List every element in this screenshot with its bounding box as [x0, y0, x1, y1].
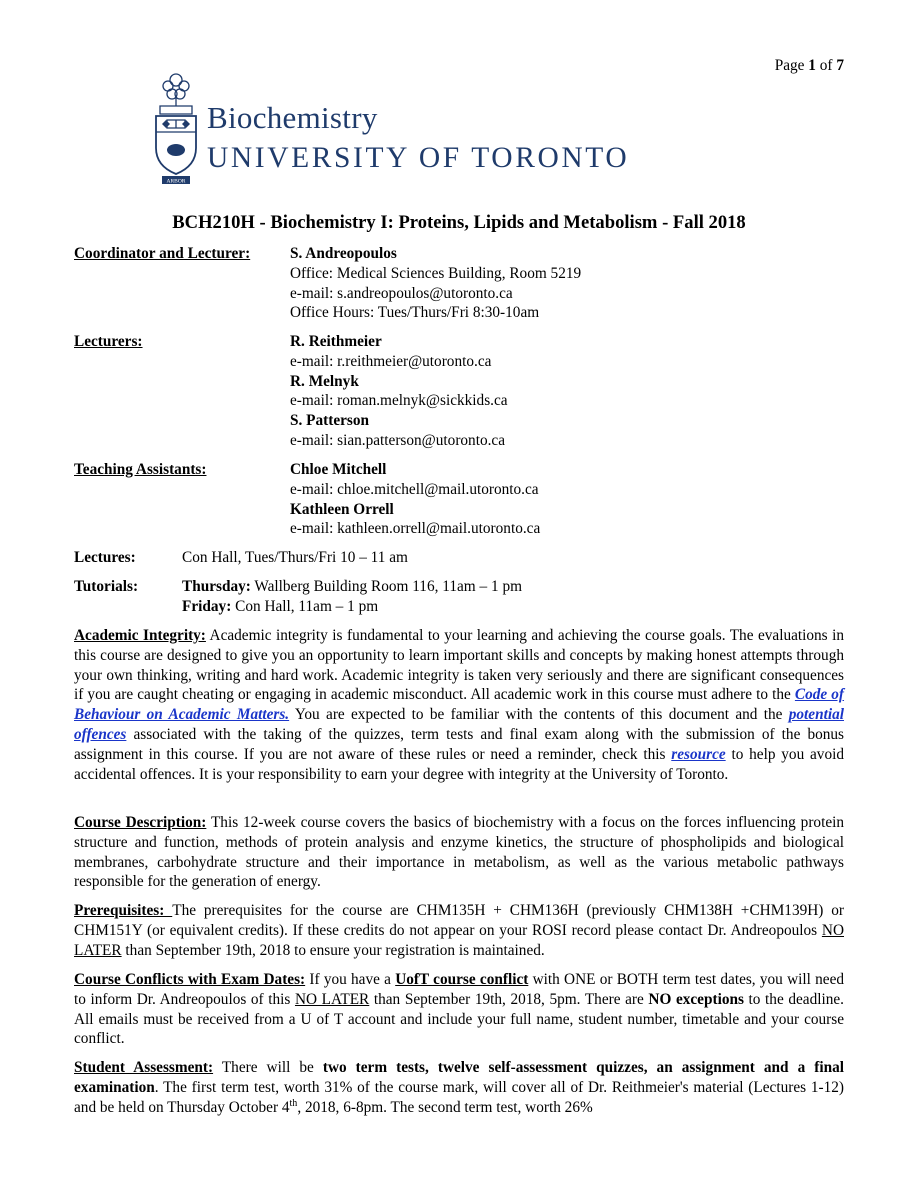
svg-text:ARBOR: ARBOR — [166, 178, 186, 185]
potential-offences-link[interactable]: potential offences — [74, 706, 844, 743]
lecturer-name: R. Reithmeier — [290, 333, 382, 350]
ta-name: Kathleen Orrell — [290, 500, 394, 518]
coordinator-name: S. Andreopoulos — [290, 245, 397, 262]
coordinator-office: Office: Medical Sciences Building, Room 5219 — [290, 264, 582, 282]
code-of-behaviour-link[interactable]: Code of Behaviour on Academic Matters. — [74, 686, 845, 724]
section-heading: Student Assessment: — [74, 1059, 214, 1076]
uoft-crest-icon — [150, 70, 202, 185]
page-number: Page 1 of 7 — [774, 57, 844, 74]
tas-block — [290, 460, 540, 539]
lecturer-email: e-mail: roman.melnyk@sickkids.ca — [290, 392, 508, 410]
lecturer-name: R. Melnyk — [290, 372, 359, 390]
ta-email: e-mail: chloe.mitchell@mail.utoronto.ca — [290, 480, 539, 498]
course-description-section: Course Description: This 12-week course covers the basics of biochemistry with a focus on the forces influencing protein structure and function, methods of protein analysis and enzyme kinetics, the structure of phospholipids and biological membranes, carbohydrate structure and their importance in metabolism, as well as the various metabolic pathways responsible for the generation of energy. — [74, 814, 845, 891]
tas-label: Teaching Assistants: — [74, 461, 207, 478]
lecturers-label: Lecturers: — [74, 333, 143, 350]
lectures-value: Con Hall, Tues/Thurs/Fri 10 – 11 am — [182, 549, 408, 566]
section-heading: Prerequisites: — [74, 902, 173, 919]
lecturers-block — [290, 332, 508, 451]
logo-department: Biochemistry — [207, 100, 378, 135]
ta-email: e-mail: kathleen.orrell@mail.utoronto.ca — [290, 520, 541, 538]
tutorials-label: Tutorials: — [74, 578, 139, 595]
lectures-label: Lectures: — [74, 549, 136, 566]
lecturer-name: S. Patterson — [290, 412, 370, 430]
lecturer-email: e-mail: r.reithmeier@utoronto.ca — [290, 352, 492, 370]
coordinator-email: e-mail: s.andreopoulos@utoronto.ca — [290, 284, 513, 302]
logo-university: UNIVERSITY OF TORONTO — [207, 142, 630, 174]
section-heading: Course Description: — [74, 814, 207, 831]
coordinator-block — [290, 244, 581, 323]
coordinator-label: Coordinator and Lecturer: — [74, 245, 251, 262]
section-heading: Course Conflicts with Exam Dates: — [74, 971, 306, 988]
section-heading: Academic Integrity: — [74, 627, 206, 644]
lecturer-email: e-mail: sian.patterson@utoronto.ca — [290, 431, 506, 449]
tutorials-block: Thursday: Wallberg Building Room 116, 11am – 1 pm Friday: Con Hall, 11am – 1 pm — [182, 578, 522, 615]
prerequisites-section: Prerequisites: The prerequisites for the course are CHM135H + CHM136H (previously CHM138H +CHM139H) or CHM151Y (or equivalent credits). If these credits do not appear on your ROSI record please contact Dr. Andreopoulos NO LATER than September 19th, 2018 to ensure your registration is maintained. — [74, 902, 844, 959]
student-assessment-section: Student Assessment: There will be two term tests, twelve self-assessment quizzes, an assignment and a final examination. The first term test, worth 31% of the course mark, will cover all of Dr. Reithmeier's material (Lectures 1-12) and be held on Thursday October 4th, 2018, 6-8pm. The second term test, worth 26% — [74, 1059, 844, 1116]
ta-name: Chloe Mitchell — [290, 461, 387, 478]
resource-link[interactable]: resource — [671, 745, 726, 763]
coordinator-hours: Office Hours: Tues/Thurs/Fri 8:30-10am — [290, 304, 540, 322]
page-title: BCH210H - Biochemistry I: Proteins, Lipids and Metabolism - Fall 2018 — [172, 212, 746, 233]
academic-integrity-section: Academic Integrity: Academic integrity is fundamental to your learning and achieving the course goals. The evaluations in this course are designed to give you an opportunity to learn important skills and concepts by making honest attempts through your own thinking, writing and hard work. Academic integrity is taken very seriously and there are significant consequences if you are caught cheating or engaging in academic misconduct. All academic work in this course must adhere to the Code of Behaviour on Academic Matters. You are expected to be familiar with the contents of this document and the potential offences associated with the taking of the quizzes, term tests and final exam along with the submission of the bonus assignment in this course. If you are not aware of these rules or need a reminder, check this resource to help you avoid accidental offences. It is your responsibility to earn your degree with integrity at the University of Toronto. — [74, 627, 845, 783]
uoft-biochemistry-logo — [150, 70, 660, 185]
course-conflicts-section: Course Conflicts with Exam Dates: If you have a UofT course conflict with ONE or BOTH term test dates, you will need to inform Dr. Andreopoulos of this NO LATER than September 19th, 2018, 5pm. There are NO exceptions to the deadline. All emails must be received from a U of T account and include your full name, student number, timetable and your course conflict. — [74, 971, 845, 1048]
